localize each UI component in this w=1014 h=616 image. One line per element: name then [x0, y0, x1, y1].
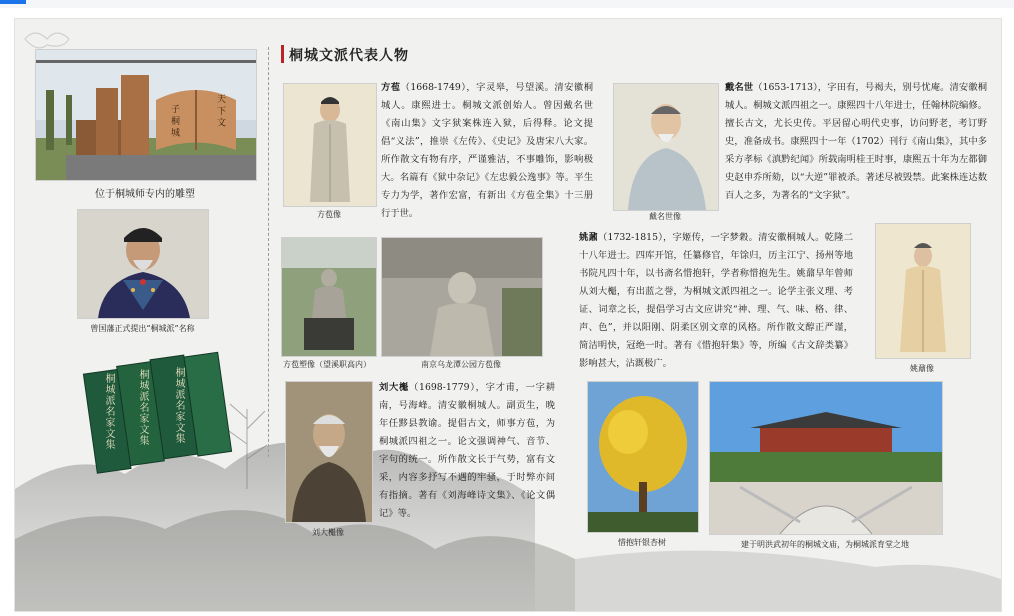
- sculpture-book-left-text: 子 桐 城: [169, 104, 179, 137]
- title-accent-bar: [281, 45, 284, 63]
- ginkgo-tree-photo: [587, 381, 699, 533]
- fangbao-caption: 方苞像: [317, 210, 341, 219]
- yaonai-portrait: [875, 223, 971, 359]
- fangbao-statue-photo-2: [381, 237, 543, 357]
- book-set-image: [79, 349, 239, 474]
- fangbao-statue-caption-2: 南京乌龙潭公园方苞像: [421, 360, 501, 369]
- fangbao-text: （1668-1749），字灵皋，号望溪。清安徽桐城人。康熙进士。桐城文派创始人。曾因戴名世《南山集》文字狱案株连入狱，后得释。论文提倡“义法”，推崇《左传》、《史记》及唐宋八大家。所作散文有物有序，严谨雅洁，不事雕饰，影响极大。名篇有《狱中杂记》《左忠毅公逸事》等。平生专力为学，著作宏富，有新出《方苞全集》十三册行于世。: [381, 82, 593, 219]
- sculpture-photo: [35, 49, 257, 181]
- temple-caption: 建于明洪武初年的桐城文庙，为桐城派育堂之地: [741, 540, 909, 549]
- yaonai-text: （1732-1815），字姬传，一字梦穀。清安徽桐城人。乾隆二十八年进士。四库开馆，任纂修官，年馀归，历主江宁、扬州等地书院凡四十年，以书斋名惜抱轩，学者称惜抱先生。姚鼐早年曾师从刘大櫆，有出蓝之誉，为桐城文派四祖之一。论学主张义理、考证、词章之长，提倡学习古文应讲究“神、理、气、味、格、律、声、色”，并以阳刚、阴柔区别文章的风格。所作散文醇正严谨，简洁明快，冠绝一时。著有《惜抱轩集》等，所编《古文辞类纂》影响甚大，沾溉极广。: [579, 232, 853, 369]
- liudakui-name: 刘大櫆: [379, 382, 410, 393]
- daimingshi-text: （1653-1713），字田有，号褐夫，别号忧庵。清安徽桐城人。桐城文派四祖之一。康熙四十八年进士，任翰林院编修。擅长古文，尤长史传。平居留心明代史事，访问野老，考订野史，准备成书。康熙四十一年（1702）刊行《南山集》，其中多采方孝标《滇黔纪闻》所载南明桂王时事，康熙五十年为左都御史赵申乔所劾，以“大逆”罪被杀。著述尽被毁禁。此案株连达数百人之多，为著名的“文字狱”。: [725, 82, 987, 201]
- zeng-caption: 曾国藩正式提出“桐城派”名称: [90, 324, 195, 333]
- active-tab-indicator[interactable]: [0, 0, 26, 4]
- yaonai-caption: 姚鼐像: [910, 364, 934, 373]
- exhibit-panel: [14, 18, 1002, 612]
- liudakui-text: （1698-1779），字才甫，一字耕南，号海峰。清安徽桐城人。副贡生，晚年任黟县教谕。提倡古文，师事方苞，为桐城派四祖之一。论文强调神气、音节、字句的统一。所作散文长于气势，富有文采，内容多抒写不遇的牢骚，于时弊亦间有指摘。著有《刘海峰诗文集》、《论文偶记》等。: [379, 382, 555, 519]
- book-title-3: 桐城派名家文集: [173, 367, 184, 444]
- daimingshi-name: 戴名世: [725, 82, 754, 93]
- liudakui-caption: 刘大櫆像: [312, 528, 344, 537]
- fangbao-statue-photo-1: [281, 237, 377, 357]
- liudakui-portrait: [285, 381, 373, 523]
- yaonai-bio: [579, 229, 853, 373]
- section-title: 桐城文派代表人物: [289, 48, 409, 64]
- book-title-2: 桐城派名家文集: [137, 369, 148, 446]
- ginkgo-caption: 惜抱轩银杏树: [618, 538, 666, 547]
- fangbao-name: 方苞: [381, 82, 401, 93]
- liudakui-bio: [379, 379, 555, 523]
- yaonai-name: 姚鼐: [579, 232, 599, 243]
- daimingshi-portrait: [613, 83, 719, 211]
- book-title-1: 桐城派名家文集: [103, 373, 114, 450]
- fangbao-bio: [381, 79, 593, 223]
- sculpture-caption: 位于桐城师专内的雕塑: [95, 189, 195, 200]
- fangbao-portrait: [283, 83, 377, 207]
- sculpture-book-right-text: 天 下 文: [215, 94, 225, 127]
- daimingshi-caption: 戴名世像: [649, 212, 681, 221]
- zeng-guofan-portrait: [77, 209, 209, 319]
- browser-topbar: [0, 0, 1014, 8]
- column-divider: [268, 47, 269, 457]
- temple-photo: [709, 381, 943, 535]
- fangbao-statue-caption-1: 方苞塑像（望溪职高内）: [283, 360, 371, 369]
- daimingshi-bio: [725, 79, 987, 205]
